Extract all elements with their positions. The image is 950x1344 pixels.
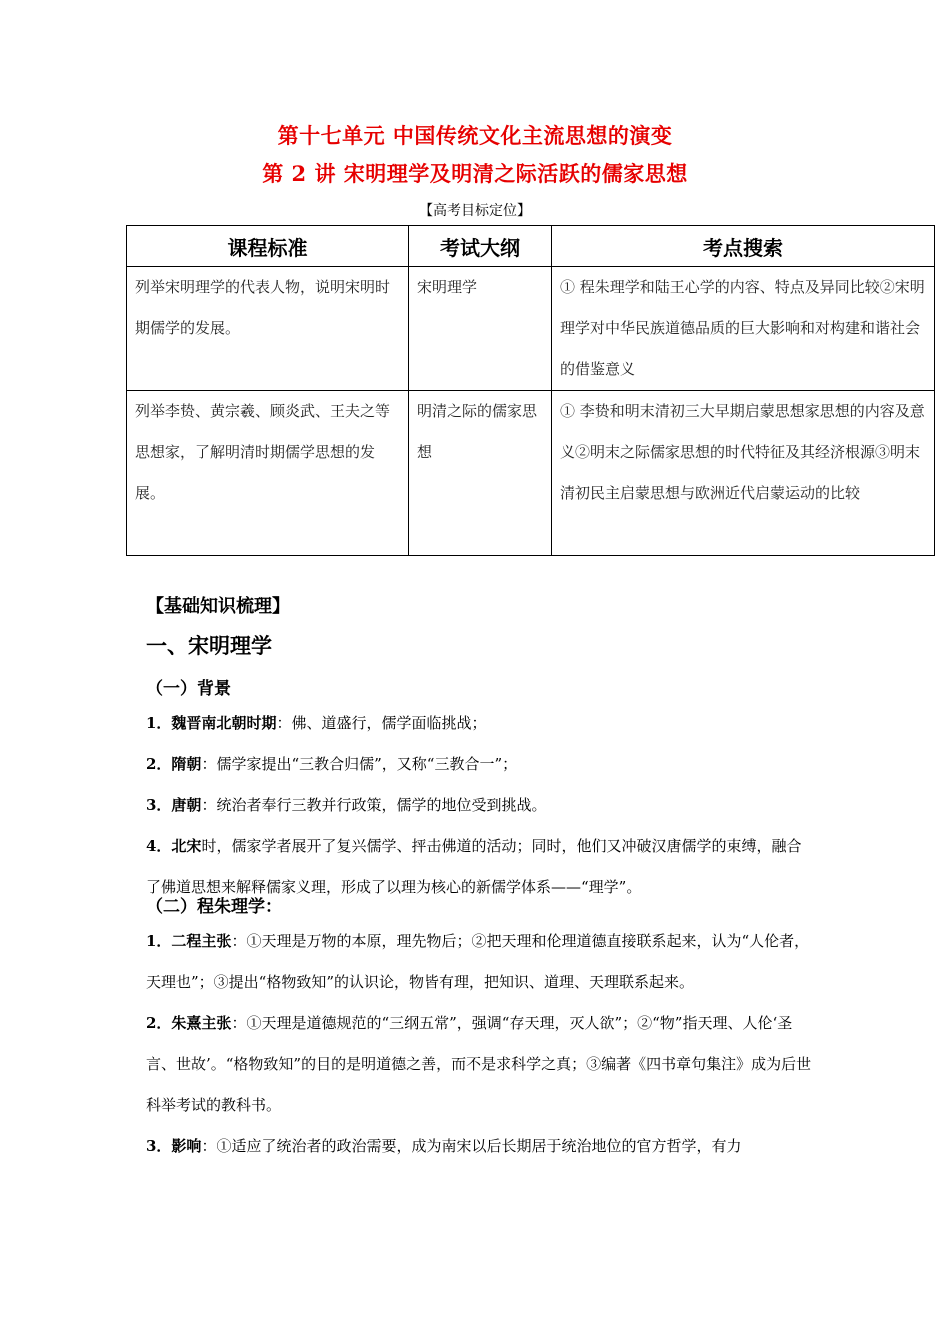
item-text: 时，儒家学者展开了复兴儒学、抨击佛道的活动；同时，他们又冲破汉唐儒学的束缚，融合了佛道思想来解释儒家义理，形成了以理为核心的新儒学体系——“理学”。 — [146, 837, 802, 896]
table-cell: 明清之际的儒家思想 — [409, 391, 552, 556]
table-cell: 列举李贽、黄宗羲、顾炎武、王夫之等思想家，了解明清时期儒学思想的发展。 — [127, 391, 409, 556]
curriculum-table — [126, 225, 935, 556]
table-cell: ① 程朱理学和陆王心学的内容、特点及异同比较②宋明理学对中华民族道德品质的巨大影响和对构建和谐社会的借鉴意义 — [552, 267, 935, 391]
table-row — [127, 267, 935, 391]
table-cell: 列举宋明理学的代表人物，说明宋明时期儒学的发展。 — [127, 267, 409, 391]
item-label: 2．朱熹主张 — [146, 1014, 232, 1032]
unit-title: 第十七单元 中国传统文化主流思想的演变 — [277, 123, 673, 148]
item-label: 3．唐朝 — [146, 796, 202, 814]
item-text: ：①天理是万物的本原，理先物后；②把天理和伦理道德直接联系起来，认为“人伦者，天理也”；③提出“格物致知”的认识论，物皆有理，把知识、道理、天理联系起来。 — [146, 932, 810, 991]
list-item — [146, 1003, 816, 1126]
target-label: 【高考目标定位】 — [419, 203, 531, 219]
item-label: 1．二程主张 — [146, 932, 232, 950]
section-heading: 【基础知识梳理】 — [146, 596, 290, 617]
list-item — [146, 785, 816, 826]
item-label: 3．影响 — [146, 1137, 202, 1155]
item-label: 2．隋朝 — [146, 755, 202, 773]
table-cell: ① 李贽和明末清初三大早期启蒙思想家思想的内容及意义②明末之际儒家思想的时代特征及其经济根源③明末清初民主启蒙思想与欧洲近代启蒙运动的比较 — [552, 391, 935, 556]
table-cell: 宋明理学 — [409, 267, 552, 391]
list-item — [146, 1126, 816, 1167]
item-text: ：统治者奉行三教并行政策，儒学的地位受到挑战。 — [201, 796, 547, 814]
list-item — [146, 921, 816, 1003]
item-text: ：①适应了统治者的政治需要，成为南宋以后长期居于统治地位的官方哲学，有力 — [201, 1137, 742, 1155]
item-label: 4．北宋 — [146, 837, 202, 855]
list-item — [146, 744, 816, 785]
part-one-heading: 一、宋明理学 — [146, 633, 272, 658]
background-heading: （一）背景 — [146, 679, 231, 699]
column-header-keypoints: 考点搜索 — [552, 226, 935, 267]
table-header-row — [127, 226, 935, 267]
chengzhu-list — [146, 921, 816, 1167]
column-header-syllabus: 考试大纲 — [409, 226, 552, 267]
item-text: ：儒学家提出“三教合归儒”，又称“三教合一”； — [201, 755, 518, 773]
background-list — [146, 703, 816, 908]
item-text: ：①天理是道德规范的“三纲五常”，强调“存天理，灭人欲”；②“物”指天理、人伦‘圣言、世故’。“格物致知”的目的是明道德之善，而不是求科学之真；③编著《四书章句集注》成为后世科举考试的教科书。 — [146, 1014, 812, 1114]
list-item — [146, 703, 816, 744]
item-text: ：佛、道盛行，儒学面临挑战； — [276, 714, 487, 732]
table-row — [127, 391, 935, 556]
lecture-title: 第 2 讲 宋明理学及明清之际活跃的儒家思想 — [262, 161, 688, 186]
column-header-standard: 课程标准 — [127, 226, 409, 267]
chengzhu-heading: （二）程朱理学： — [146, 897, 282, 917]
item-label: 1．魏晋南北朝时期 — [146, 714, 277, 732]
